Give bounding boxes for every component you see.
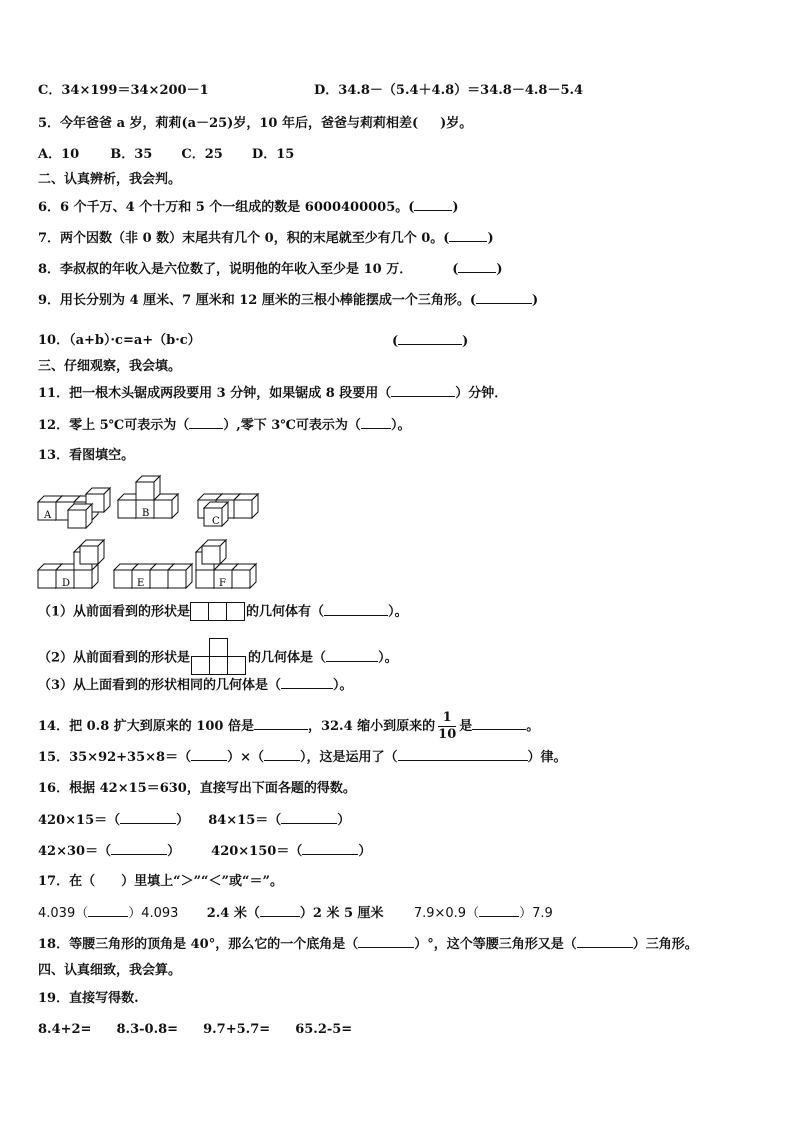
q19-item-2: 8.3-0.8=: [116, 1022, 179, 1037]
q12-text-a: 12．零上 5℃可表示为（: [38, 418, 190, 433]
q17-compare-2-a: 2.4 米（: [206, 906, 260, 921]
q5-stem-a: 5．今年爸爸 a 岁，莉莉(a－25)岁，10 年后，爸爸与莉莉相差(: [38, 116, 419, 131]
q17-compare-1-b: ）4.093: [128, 906, 179, 921]
q13-sub-1: [38, 602, 408, 622]
q13-sub-3-answer-blank[interactable]: [281, 676, 333, 689]
q9-text: 9．用长分别为 4 厘米、7 厘米和 12 厘米的三根小棒能摆成一个三角形。(: [38, 293, 477, 308]
q17-compare-2-b: ）2 米 5 厘米: [299, 906, 384, 921]
q16-answer-blank-2[interactable]: [281, 811, 337, 824]
q13-stem: 13．看图填空。: [38, 448, 135, 463]
q7-answer-blank[interactable]: [449, 229, 487, 242]
q18-text-b: ）°，这个等腰三角形又是（: [414, 937, 577, 952]
q13-sub-1-a: （1）从前面看到的形状是: [38, 604, 191, 620]
q13-sub-2-c: ）。: [378, 650, 398, 666]
q12-text-c: ）。: [390, 418, 411, 433]
q12: [38, 416, 410, 435]
figure-a: [38, 488, 110, 528]
q16-answer-blank-4[interactable]: [302, 842, 358, 855]
q10-open: (: [392, 334, 399, 349]
q18-answer-blank-1[interactable]: [358, 935, 414, 948]
q14-text-a: 14．把 0.8 扩大到原来的 100 倍是: [38, 719, 254, 734]
q13-sub-1-b: 的几何体有（: [246, 604, 325, 620]
figure-label-e: E: [137, 578, 145, 589]
q16-close-1: ）: [176, 813, 190, 828]
q18-text-a: 18．等腰三角形的顶角是 40°，那么它的一个底角是（: [38, 937, 359, 952]
q6-text: 6．6 个千万、4 个十万和 5 个一组成的数是 6000400005。(: [38, 200, 415, 215]
figure-label-a: A: [44, 510, 52, 521]
q13-sub-3-c: ）。: [333, 678, 353, 693]
figure-f: [196, 540, 256, 588]
q15-answer-blank-1[interactable]: [191, 748, 227, 761]
q12-text-b: ）,零下 3℃可表示为（: [223, 418, 361, 433]
q17-compare-3-b: ）7.9: [519, 906, 553, 921]
q19-items: [38, 1021, 352, 1039]
section-2-heading: 二、认真辨析，我会判。: [38, 172, 182, 187]
q5-option-c: C．25: [181, 147, 223, 162]
q10: [38, 332, 201, 350]
q10-text: 10．（a+b）·c=a+（b·c）: [38, 333, 201, 348]
q6-close: ): [452, 200, 459, 215]
q8-open: (: [452, 262, 459, 277]
q13-sub-2-a: （2）从前面看到的形状是: [38, 650, 191, 666]
q15-text-b: ）×（: [227, 750, 264, 765]
q17-comparisons: [38, 904, 553, 923]
q13-sub-1-c: ）。: [388, 604, 408, 620]
section-4-heading: 四、认真细致，我会算。: [38, 963, 182, 978]
q6-answer-blank[interactable]: [414, 198, 452, 211]
q17-answer-blank-2[interactable]: [260, 904, 300, 917]
q11-text-b: ）分钟．: [455, 386, 508, 401]
q4-option-c: C．34×199＝34×200－1: [38, 83, 209, 98]
q7: [38, 229, 494, 248]
fraction-one-tenth: [438, 710, 456, 743]
q18-text-c: ）三角形。: [632, 937, 698, 952]
q17-stem: 17．在（ ）里填上“＞”“＜”或“＝”。: [38, 874, 283, 889]
q13-sub-2-b: 的几何体是（: [248, 650, 327, 666]
q8-close: ): [496, 262, 503, 277]
q5-option-a: A．10: [38, 147, 80, 162]
q8-text: 8．李叔叔的年收入是六位数了，说明他的年收入至少是 10 万．: [38, 262, 413, 277]
q16-close-2: ）: [337, 813, 351, 828]
figure-c: [198, 494, 258, 526]
q16-answer-blank-1[interactable]: [120, 811, 176, 824]
figure-label-d: D: [62, 578, 71, 589]
q14-text-c: 是: [459, 719, 473, 734]
q15-answer-blank-3[interactable]: [398, 748, 528, 761]
q13-sub-2-answer-blank[interactable]: [326, 649, 378, 662]
q10-close: ): [462, 334, 469, 349]
q17-compare-3-a: 7.9×0.9（: [413, 906, 480, 921]
q13-sub-3: [38, 676, 353, 695]
q7-text: 7．两个因数（非 0 数）末尾共有几个 0，积的末尾就至少有几个 0。(: [38, 231, 450, 246]
q16-expr-3: 42×30＝（: [38, 844, 112, 859]
q5-option-b: B．35: [110, 147, 153, 162]
q5-option-d: D．15: [251, 147, 295, 162]
q9-answer-blank[interactable]: [476, 291, 532, 304]
q16-expr-2: 84×15＝（: [208, 813, 282, 828]
q12-answer-blank-2[interactable]: [361, 416, 391, 429]
q16-stem: 16．根据 42×15＝630，直接写出下面各题的得数。: [38, 781, 356, 796]
q19-stem: 19．直接写得数.: [38, 991, 139, 1006]
q16-expr-4: 420×150＝（: [211, 844, 303, 859]
q4-option-d: D．34.8－（5.4＋4.8）＝34.8－4.8－5.4: [314, 83, 584, 98]
front-view-t-shape: [190, 638, 248, 678]
q5-stem: [38, 115, 472, 133]
q11-answer-blank[interactable]: [391, 384, 455, 397]
q13-sub-1-answer-blank[interactable]: [324, 603, 388, 616]
q15: [38, 748, 567, 767]
q10-answer: [392, 332, 468, 351]
q7-close: ): [487, 231, 494, 246]
q16-expr-1: 420×15＝（: [38, 813, 121, 828]
q15-text-c: ），这是运用了（: [300, 750, 398, 765]
q14-answer-blank-2[interactable]: [472, 717, 526, 730]
q13-sub-3-a: （3）从上面看到的形状相同的几何体是（: [38, 678, 282, 693]
q19-item-3: 9.7+5.7=: [203, 1022, 271, 1037]
figure-e: [114, 564, 192, 588]
q6: [38, 198, 459, 217]
q15-text-a: 15．35×92+35×8＝（: [38, 750, 192, 765]
q17-answer-blank-1[interactable]: [88, 904, 128, 917]
q9-close: ): [532, 293, 539, 308]
fraction-numerator: 1: [438, 710, 456, 727]
figure-d: [38, 540, 104, 588]
figure-label-f: F: [219, 578, 226, 589]
figure-label-c: C: [212, 516, 220, 527]
q17-compare-1-a: 4.039（: [38, 906, 89, 921]
q8-answer-blank[interactable]: [458, 260, 496, 273]
q11: [38, 384, 507, 403]
q19-item-1: 8.4+2=: [38, 1022, 92, 1037]
figure-label-b: B: [142, 508, 150, 519]
q9: [38, 291, 538, 310]
q16-close-4: ）: [358, 844, 372, 859]
q5-options: [38, 146, 294, 164]
section-3-heading: 三、仔细观察，我会填。: [38, 359, 182, 374]
q18-answer-blank-2[interactable]: [577, 935, 633, 948]
q14-text-b: ，32.4 缩小到原来的: [307, 719, 436, 734]
q16-row-1: [38, 811, 350, 830]
q12-answer-blank-1[interactable]: [189, 416, 223, 429]
q14: 14．把 0.8 扩大到原来的 100 倍是 ，32.4 缩小到原来的 $\frac{1}{10}$ 是 。: [38, 710, 540, 742]
q13-cube-figures: [36, 470, 272, 600]
q14-answer-blank-1[interactable]: [254, 717, 308, 730]
q15-answer-blank-2[interactable]: [264, 748, 300, 761]
q10-answer-blank[interactable]: [398, 332, 462, 345]
q15-text-d: ）律。: [527, 750, 567, 765]
q16-row-2: [38, 842, 371, 861]
q17-answer-blank-3[interactable]: [479, 904, 519, 917]
front-view-three-squares-shape: [190, 602, 246, 622]
q19-item-4: 65.2-5=: [295, 1022, 353, 1037]
q5-stem-b: )岁。: [440, 116, 473, 131]
q11-text-a: 11．把一根木头锯成两段要用 3 分钟，如果锯成 8 段要用（: [38, 386, 392, 401]
q18: [38, 935, 698, 954]
fraction-denominator: 10: [438, 727, 457, 742]
q16-answer-blank-3[interactable]: [111, 842, 167, 855]
q13-sub-2: [38, 638, 398, 678]
q8: [38, 260, 503, 279]
q16-close-3: ）: [167, 844, 181, 859]
